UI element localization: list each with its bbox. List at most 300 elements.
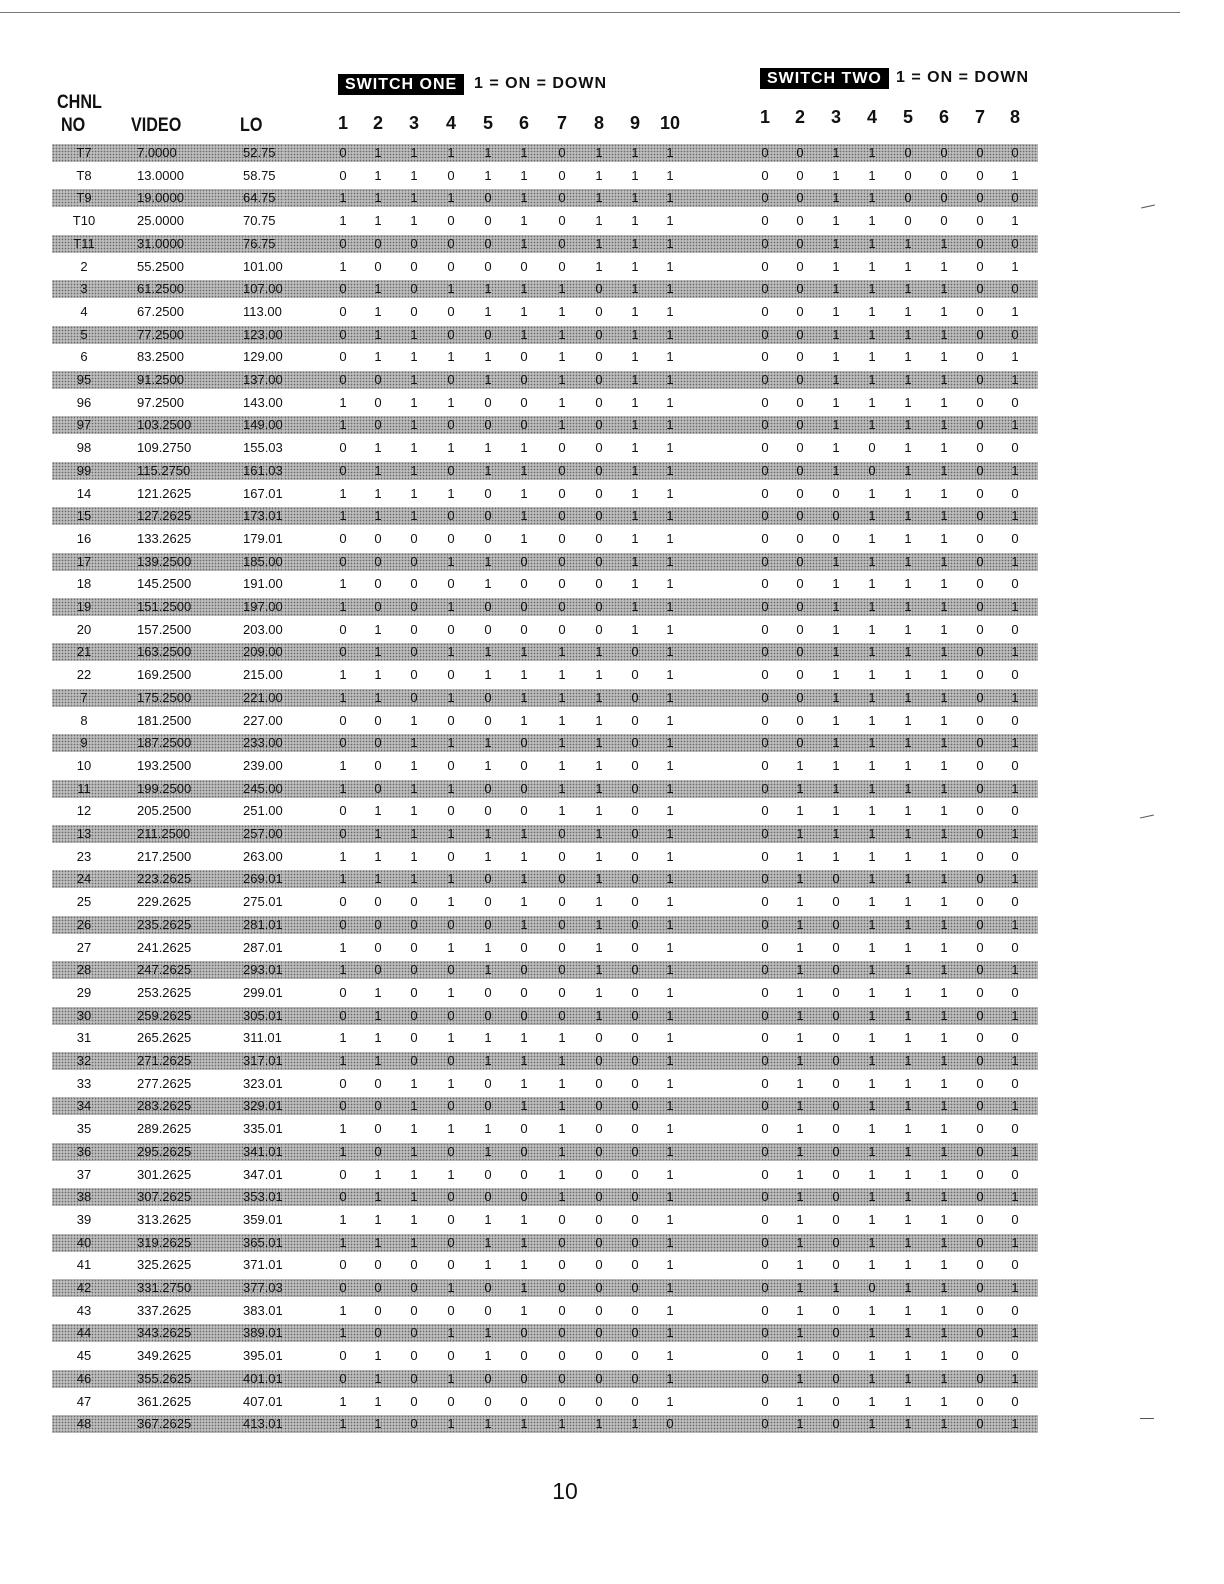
switch-one-bit-10: 1 (666, 1098, 674, 1114)
switch-two-bit-5: 0 (904, 145, 912, 160)
switch-two-bit-2: 0 (796, 576, 804, 592)
switch-one-bit-3: 1 (410, 1121, 418, 1137)
no-header: NO (61, 115, 86, 136)
switch-one-bit-9: 0 (631, 1393, 639, 1409)
switch-one-bit-7: 0 (558, 871, 566, 887)
video-frequency: 295.2625 (137, 1143, 192, 1159)
switch-one-bit-8: 0 (595, 1143, 603, 1159)
switch-one-bit-3: 0 (410, 1416, 418, 1432)
switch-two-bit-1: 0 (761, 145, 769, 160)
switch-one-bit-2: 0 (374, 1121, 382, 1137)
switch-two-bit-5: 1 (904, 1143, 912, 1159)
switch-two-bit-4: 1 (868, 1166, 876, 1182)
switch-one-bit-2: 1 (374, 848, 382, 864)
switch-one-bit-8: 1 (595, 190, 603, 206)
switch-two-bit-7: 0 (976, 1234, 984, 1250)
switch-one-bit-7: 1 (558, 1143, 566, 1159)
switch-two-bit-6: 1 (940, 826, 948, 841)
switch-two-bit-6: 1 (940, 508, 948, 524)
switch-one-bit-9: 1 (631, 167, 639, 183)
lo-frequency: 58.75 (243, 167, 276, 183)
switch-two-bit-7: 0 (976, 1280, 984, 1295)
switch-two-bit-2: 1 (796, 1098, 804, 1114)
switch-one-bit-4: 0 (447, 1348, 455, 1364)
switch-two-bit-5: 1 (904, 1234, 912, 1250)
switch-one-bit-1: 0 (339, 530, 347, 546)
switch-two-bit-6: 1 (940, 712, 948, 728)
switch-two-bit-6: 1 (940, 1280, 948, 1295)
table-row (0, 414, 1224, 436)
switch-one-label: SWITCH ONE (338, 74, 464, 95)
switch-two-bit-6: 1 (940, 894, 948, 910)
switch-two-bit-6: 1 (940, 326, 948, 342)
switch-two-bit-2: 0 (796, 213, 804, 229)
switch-two-bit-2: 1 (796, 1166, 804, 1182)
switch-one-bit-9: 0 (631, 1189, 639, 1205)
switch-one-bit-9: 0 (631, 803, 639, 819)
switch-one-bit-4: 1 (447, 440, 455, 456)
switch-two-bit-2: 0 (796, 462, 804, 478)
switch-two-bit-4: 1 (868, 1098, 876, 1114)
switch-one-bit-4: 1 (447, 145, 455, 160)
channel-number: 16 (76, 530, 92, 546)
switch-one-bit-3: 0 (410, 1325, 418, 1341)
channel-number: 36 (76, 1143, 92, 1159)
switch-one-bit-8: 0 (595, 303, 603, 319)
switch-one-bit-4: 0 (447, 848, 455, 864)
switch-two-bit-1: 0 (761, 1075, 769, 1091)
switch-two-bit-7: 0 (976, 803, 984, 819)
switch-two-bit-8: 0 (1011, 1257, 1019, 1273)
switch-two-bit-1: 0 (761, 848, 769, 864)
video-frequency: 61.2500 (137, 281, 184, 297)
switch-one-bit-4: 0 (447, 213, 455, 229)
switch-one-bit-8: 0 (595, 1166, 603, 1182)
switch-two-bit-8: 1 (1011, 1325, 1019, 1341)
switch-one-bit-4: 0 (447, 530, 455, 546)
switch-one-bit-8: 0 (595, 508, 603, 524)
video-frequency: 247.2625 (137, 962, 192, 978)
switch-one-bit-7: 0 (558, 530, 566, 546)
switch-one-bit-1: 1 (339, 1211, 347, 1227)
lo-frequency: 287.01 (243, 939, 283, 955)
switch-one-bit-4: 0 (447, 235, 455, 251)
switch-two-bit-2: 0 (796, 689, 804, 705)
table-row (0, 369, 1224, 391)
switch-two-bit-4: 1 (868, 1393, 876, 1409)
table-row (0, 732, 1224, 754)
switch-one-bit-2: 1 (374, 667, 382, 683)
switch-one-bit-3: 1 (410, 826, 418, 841)
switch-one-bit-1: 0 (339, 1370, 347, 1386)
switch-two-bit-4: 1 (868, 735, 876, 751)
switch-one-bit-1: 1 (339, 1393, 347, 1409)
switch-two-bit-4: 1 (868, 1302, 876, 1318)
switch-one-bit-8: 1 (595, 803, 603, 819)
switch-two-bit-2: 0 (796, 485, 804, 501)
switch-two-bit-1: 0 (761, 1393, 769, 1409)
switch-one-bit-8: 0 (595, 1302, 603, 1318)
switch-two-bit-7: 0 (976, 644, 984, 660)
channel-number: 21 (76, 644, 92, 660)
switch-one-bit-3: 0 (410, 1257, 418, 1273)
switch-one-bit-3: 0 (410, 599, 418, 614)
lo-frequency: 275.01 (243, 894, 283, 910)
channel-number: 17 (76, 553, 92, 569)
switch-one-bit-8: 0 (595, 1030, 603, 1046)
switch-two-bit-5: 1 (904, 780, 912, 796)
switch-two-bit-6: 0 (940, 167, 948, 183)
switch-one-bit-5: 0 (484, 1280, 492, 1295)
switch-two-bit-3: 1 (832, 235, 840, 251)
switch-two-bit-5: 1 (904, 1053, 912, 1068)
switch-two-bit-7: 0 (976, 281, 984, 297)
switch-one-bit-5: 1 (484, 1416, 492, 1432)
channel-number: 32 (76, 1053, 92, 1068)
switch-one-bit-5: 1 (484, 1030, 492, 1046)
switch-one-bit-3: 0 (410, 939, 418, 955)
switch-one-bit-8: 0 (595, 1280, 603, 1295)
switch-two-bit-5: 1 (904, 599, 912, 614)
switch-one-bit-6: 1 (520, 848, 528, 864)
switch-one-bit-9: 0 (631, 1098, 639, 1114)
switch-two-bit-5: 1 (904, 1030, 912, 1046)
switch-one-bit-1: 0 (339, 1098, 347, 1114)
switch-one-bit-9: 0 (631, 984, 639, 1000)
switch-one-bit-9: 0 (631, 916, 639, 932)
video-frequency: 13.0000 (137, 167, 184, 183)
switch-one-note: 1 = ON = DOWN (474, 75, 608, 92)
switch-two-bit-1: 0 (761, 213, 769, 229)
switch-two-bit-3: 0 (832, 984, 840, 1000)
switch-one-bit-3: 1 (410, 462, 418, 478)
channel-number: T11 (73, 235, 95, 251)
lo-frequency: 395.01 (243, 1348, 283, 1364)
switch-two-bit-1: 0 (761, 440, 769, 456)
switch-two-bit-8: 1 (1011, 1053, 1019, 1068)
switch-one-bit-2: 1 (374, 1348, 382, 1364)
switch-one-bit-2: 0 (374, 962, 382, 978)
switch-two-bit-7: 0 (976, 735, 984, 751)
switch-one-bit-7: 0 (558, 485, 566, 501)
channel-number: 41 (76, 1257, 92, 1273)
table-row (0, 710, 1224, 732)
switch-one-bit-5: 1 (484, 1348, 492, 1364)
switch-two-bit-8: 0 (1011, 667, 1019, 683)
lo-frequency: 257.00 (243, 826, 283, 841)
video-frequency: 349.2625 (137, 1348, 192, 1364)
switch-one-bit-7: 0 (558, 1302, 566, 1318)
switch-two-bit-5: 1 (904, 962, 912, 978)
switch-two-bit-6: 1 (940, 939, 948, 955)
switch-one-bit-5: 0 (484, 1302, 492, 1318)
switch-two-bit-2: 1 (796, 984, 804, 1000)
switch-one-bit-3: 0 (410, 303, 418, 319)
switch-two-bit-1: 0 (761, 508, 769, 524)
switch-one-bit-2: 1 (374, 508, 382, 524)
switch-two-bit-5: 1 (904, 848, 912, 864)
switch-one-bit-8: 1 (595, 689, 603, 705)
table-row (0, 1050, 1224, 1072)
lo-frequency: 293.01 (243, 962, 283, 978)
lo-frequency: 161.03 (243, 462, 283, 478)
switch-one-bit-7: 0 (558, 939, 566, 955)
switch-one-bit-6: 1 (520, 894, 528, 910)
switch-one-bit-6: 0 (520, 621, 528, 637)
switch-two-bit-1: 0 (761, 894, 769, 910)
switch-one-bit-7: 0 (558, 440, 566, 456)
switch-two-bit-7: 0 (976, 440, 984, 456)
switch-two-bit-8: 0 (1011, 394, 1019, 410)
lo-frequency: 155.03 (243, 440, 283, 456)
table-row (0, 1141, 1224, 1163)
switch-one-bit-10: 1 (666, 826, 674, 841)
channel-number: 24 (76, 871, 92, 887)
switch-two-bit-6: 1 (940, 281, 948, 297)
switch-two-bit-2: 1 (796, 1189, 804, 1205)
switch-two-bit-8: 0 (1011, 939, 1019, 955)
switch-one-bit-2: 1 (374, 803, 382, 819)
table-row (0, 505, 1224, 527)
video-frequency: 355.2625 (137, 1370, 192, 1386)
switch-two-bit-8: 0 (1011, 281, 1019, 297)
switch-one-bit-9: 0 (631, 1234, 639, 1250)
switch-one-bit-10: 1 (666, 667, 674, 683)
switch-two-bit-8: 0 (1011, 984, 1019, 1000)
switch-one-bit-6: 0 (520, 984, 528, 1000)
switch-one-bit-7: 0 (558, 1348, 566, 1364)
lo-frequency: 107.00 (243, 281, 283, 297)
switch-one-bit-4: 1 (447, 644, 455, 660)
switch-one-bit-4: 0 (447, 167, 455, 183)
switch-one-number-2: 2 (372, 113, 383, 133)
switch-two-bit-1: 0 (761, 190, 769, 206)
switch-two-bit-5: 1 (904, 576, 912, 592)
switch-one-bit-1: 0 (339, 712, 347, 728)
switch-one-bit-10: 1 (666, 939, 674, 955)
switch-two-bit-7: 0 (976, 303, 984, 319)
switch-one-bit-3: 0 (410, 258, 418, 274)
switch-two-bit-7: 0 (976, 326, 984, 342)
switch-two-bit-6: 1 (940, 462, 948, 478)
switch-one-bit-7: 0 (558, 916, 566, 932)
switch-one-bit-5: 0 (484, 508, 492, 524)
switch-two-bit-8: 0 (1011, 1348, 1019, 1364)
switch-two-bit-4: 1 (868, 1189, 876, 1205)
switch-two-bit-7: 0 (976, 1121, 984, 1137)
switch-one-bit-1: 0 (339, 372, 347, 387)
switch-one-bit-1: 1 (339, 1234, 347, 1250)
lo-frequency: 311.01 (243, 1030, 282, 1046)
switch-one-bit-6: 1 (520, 1075, 528, 1091)
switch-two-bit-7: 0 (976, 1211, 984, 1227)
switch-one-bit-8: 0 (595, 1053, 603, 1068)
table-row (0, 687, 1224, 709)
video-frequency: 199.2500 (137, 780, 192, 796)
switch-one-bit-6: 1 (520, 213, 528, 229)
switch-one-bit-10: 1 (666, 1030, 674, 1046)
switch-one-bit-6: 0 (520, 394, 528, 410)
switch-one-bit-7: 1 (558, 735, 566, 751)
switch-two-bit-3: 0 (832, 1053, 840, 1068)
switch-two-bit-5: 1 (904, 1121, 912, 1137)
switch-two-bit-6: 1 (940, 1211, 948, 1227)
switch-two-bit-2: 1 (796, 939, 804, 955)
switch-two-bit-4: 1 (868, 916, 876, 932)
switch-two-bit-5: 1 (904, 984, 912, 1000)
switch-two-bit-7: 0 (976, 1053, 984, 1068)
switch-one-bit-1: 1 (339, 780, 347, 796)
switch-two-bit-3: 1 (832, 667, 840, 683)
switch-one-bit-6: 0 (520, 735, 528, 751)
switch-one-bit-10: 1 (666, 1121, 674, 1137)
switch-two-bit-1: 0 (761, 1234, 769, 1250)
channel-number: 95 (76, 372, 92, 387)
switch-one-bit-1: 1 (339, 1143, 347, 1159)
switch-one-bit-2: 1 (374, 1393, 382, 1409)
switch-one-bit-2: 0 (374, 894, 382, 910)
channel-number: 5 (80, 326, 88, 342)
channel-number: 98 (76, 440, 92, 456)
margin-mark (1140, 1418, 1154, 1419)
switch-one-bit-1: 1 (339, 962, 347, 978)
switch-one-bit-4: 0 (447, 1098, 455, 1114)
switch-two-bit-1: 0 (761, 553, 769, 569)
switch-two-bit-3: 1 (832, 757, 840, 773)
switch-two-bit-4: 1 (868, 326, 876, 342)
switch-one-bit-8: 1 (595, 1416, 603, 1432)
switch-two-bit-6: 1 (940, 1348, 948, 1364)
switch-one-bit-4: 1 (447, 826, 455, 841)
switch-one-bit-1: 0 (339, 1189, 347, 1205)
switch-one-bit-7: 1 (558, 644, 566, 660)
switch-one-bit-2: 1 (374, 1007, 382, 1023)
switch-one-bit-6: 0 (520, 258, 528, 274)
switch-two-bit-6: 1 (940, 916, 948, 932)
switch-one-bit-5: 1 (484, 303, 492, 319)
switch-two-bit-3: 1 (832, 1280, 840, 1295)
lo-frequency: 227.00 (243, 712, 283, 728)
video-frequency: 97.2500 (137, 394, 184, 410)
switch-one-bit-8: 0 (595, 1325, 603, 1341)
switch-one-bit-10: 1 (666, 440, 674, 456)
switch-one-bit-8: 1 (595, 235, 603, 251)
switch-one-bit-10: 1 (666, 1325, 674, 1341)
switch-two-bit-1: 0 (761, 349, 769, 365)
switch-one-bit-7: 0 (558, 213, 566, 229)
switch-one-bit-5: 1 (484, 1257, 492, 1273)
switch-one-bit-6: 1 (520, 167, 528, 183)
switch-one-bit-3: 1 (410, 735, 418, 751)
switch-one-bit-7: 0 (558, 894, 566, 910)
switch-two-bit-8: 1 (1011, 644, 1019, 660)
switch-one-bit-6: 0 (520, 417, 528, 433)
switch-one-bit-9: 1 (631, 576, 639, 592)
switch-one-bit-8: 0 (595, 576, 603, 592)
switch-two-bit-7: 0 (976, 939, 984, 955)
switch-two-bit-7: 0 (976, 576, 984, 592)
switch-one-bit-10: 1 (666, 394, 674, 410)
switch-one-bit-2: 0 (374, 372, 382, 387)
switch-two-bit-6: 1 (940, 440, 948, 456)
switch-two-bit-1: 0 (761, 1370, 769, 1386)
switch-one-bit-10: 1 (666, 1370, 674, 1386)
video-frequency: 283.2625 (137, 1098, 192, 1114)
channel-number: 46 (76, 1370, 92, 1386)
switch-one-bit-2: 0 (374, 1098, 382, 1114)
switch-two-bit-3: 0 (832, 1302, 840, 1318)
switch-one-bit-3: 1 (410, 326, 418, 342)
switch-one-bit-1: 1 (339, 848, 347, 864)
switch-two-bit-4: 1 (868, 1143, 876, 1159)
switch-one-bit-6: 1 (520, 871, 528, 887)
switch-one-bit-4: 1 (447, 599, 455, 614)
channel-number: 14 (76, 485, 92, 501)
switch-one-bit-4: 0 (447, 303, 455, 319)
switch-two-bit-2: 0 (796, 190, 804, 206)
switch-one-bit-8: 0 (595, 599, 603, 614)
table-row (0, 1073, 1224, 1095)
switch-one-bit-4: 1 (447, 1370, 455, 1386)
switch-two-bit-5: 1 (904, 667, 912, 683)
switch-two-bit-8: 1 (1011, 826, 1019, 841)
switch-one-bit-4: 1 (447, 894, 455, 910)
switch-one-number-4: 4 (445, 113, 456, 133)
switch-two-bit-5: 1 (904, 1166, 912, 1182)
switch-one-bit-6: 0 (520, 553, 528, 569)
switch-one-bit-9: 0 (631, 1348, 639, 1364)
switch-two-bit-3: 1 (832, 780, 840, 796)
switch-two-bit-2: 1 (796, 1007, 804, 1023)
switch-one-bit-8: 0 (595, 1121, 603, 1137)
switch-two-number-5: 5 (902, 107, 913, 127)
table-row (0, 233, 1224, 255)
switch-one-bit-8: 1 (595, 644, 603, 660)
switch-one-bit-9: 1 (631, 530, 639, 546)
switch-one-bit-2: 1 (374, 349, 382, 365)
switch-two-bit-4: 1 (868, 1416, 876, 1432)
switch-two-bit-5: 1 (904, 894, 912, 910)
switch-one-number-3: 3 (408, 113, 419, 133)
switch-two-bit-8: 1 (1011, 1370, 1019, 1386)
switch-two-bit-3: 1 (832, 712, 840, 728)
switch-two-bit-2: 0 (796, 417, 804, 433)
switch-one-bit-5: 1 (484, 826, 492, 841)
switch-two-number-3: 3 (830, 107, 841, 127)
video-frequency: 325.2625 (137, 1257, 192, 1273)
channel-number: 7 (80, 689, 88, 705)
switch-one-bit-5: 0 (484, 894, 492, 910)
switch-one-bit-8: 1 (595, 1007, 603, 1023)
switch-two-bit-7: 0 (976, 372, 984, 387)
switch-two-bit-7: 0 (976, 1007, 984, 1023)
channel-number: 27 (76, 939, 92, 955)
switch-two-bit-1: 0 (761, 1257, 769, 1273)
switch-one-bit-10: 1 (666, 417, 674, 433)
switch-one-number-5: 5 (482, 113, 493, 133)
switch-two-bit-4: 1 (868, 667, 876, 683)
switch-one-bit-8: 0 (595, 1393, 603, 1409)
switch-one-bit-3: 0 (410, 962, 418, 978)
video-frequency: 109.2750 (137, 440, 192, 456)
switch-one-bit-4: 1 (447, 281, 455, 297)
switch-one-bit-1: 0 (339, 1257, 347, 1273)
switch-one-bit-1: 0 (339, 462, 347, 478)
switch-two-bit-4: 1 (868, 712, 876, 728)
switch-one-bit-9: 1 (631, 508, 639, 524)
video-frequency: 319.2625 (137, 1234, 192, 1250)
switch-two-bit-8: 0 (1011, 485, 1019, 501)
